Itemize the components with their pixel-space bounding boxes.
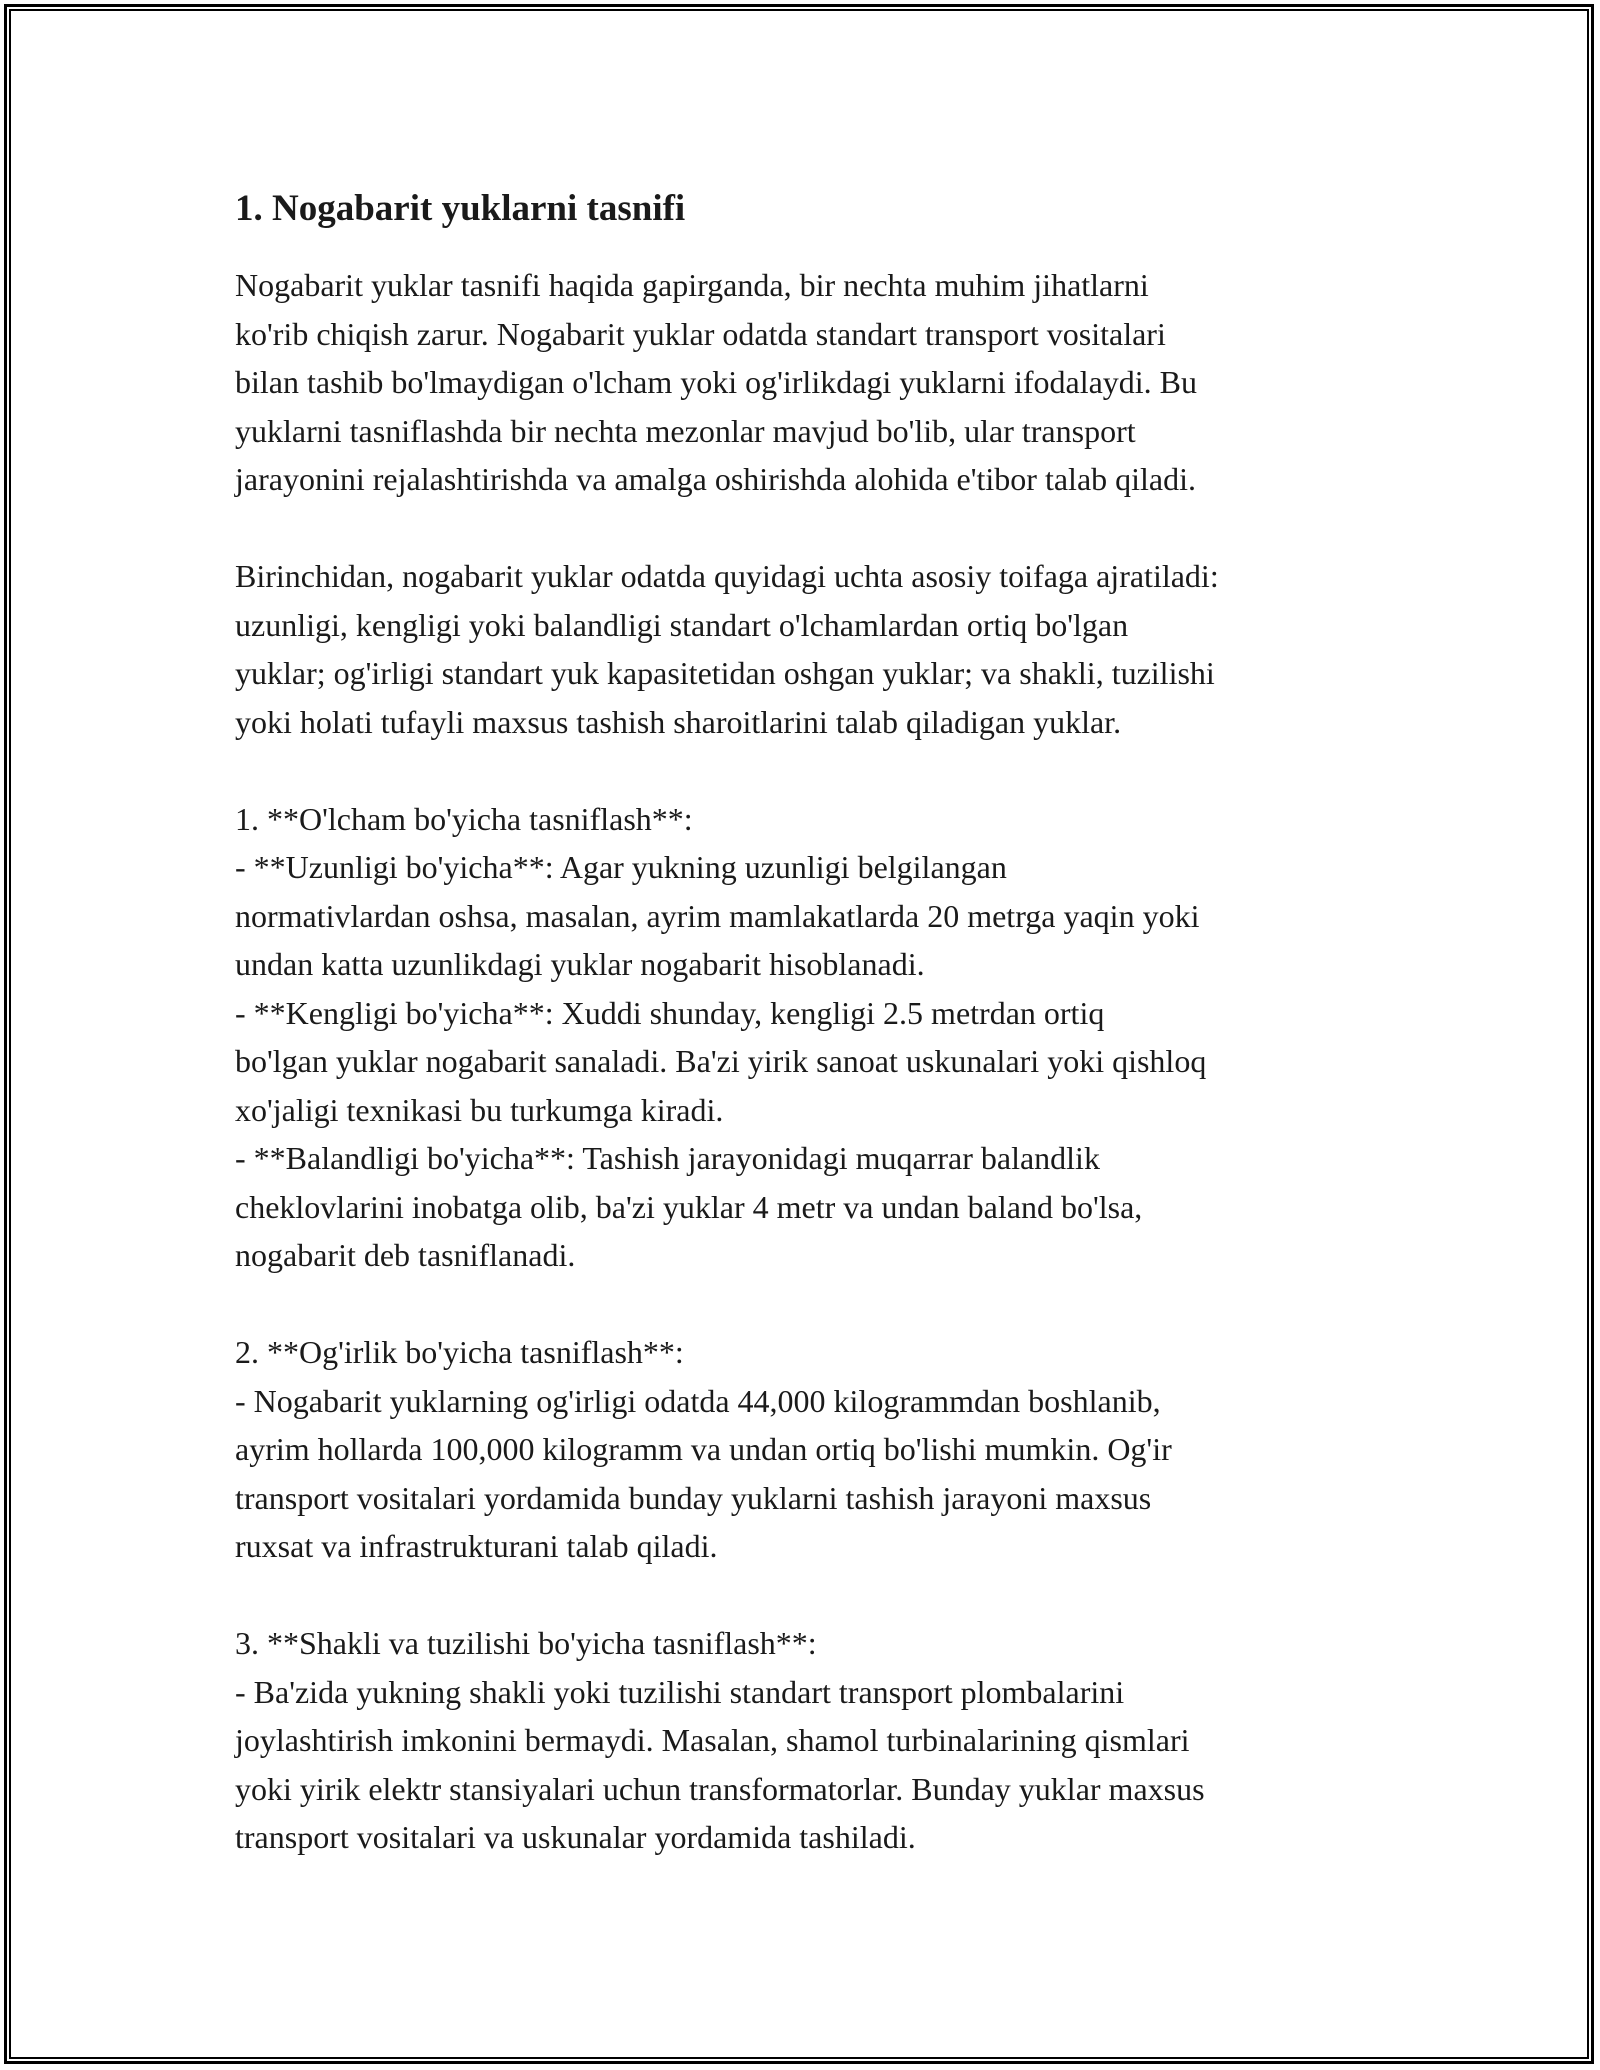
paragraph-gap: [235, 1280, 1385, 1329]
paragraph-gap: [235, 746, 1385, 795]
paragraph-size-classification: 1. **O'lcham bo'yicha tasniflash**: - **Uzunligi bo'yicha**: Agar yukning uzunligi belgilangan normativlardan oshsa, masalan, ayrim mamlakatlarda 20 metrga yaqin yoki undan katta uzunlikdagi yuklar nogabarit hisoblanadi. - **Kengligi bo'yicha**: Xuddi shunday, kengligi 2.5 metrdan ortiq bo'lgan yuklar nogabarit sanaladi. Ba'zi yirik sanoat uskunalari yoki qishloq xo'jaligi texnikasi bu turkumga kiradi. - **Balandligi bo'yicha**: Tashish jarayonidagi muqarrar balandlik cheklovlarini inobatga olib, ba'zi yuklar 4 metr va undan baland bo'lsa, nogabarit deb tasniflanadi.: [235, 800, 1207, 1274]
paragraph-shape-classification: 3. **Shakli va tuzilishi bo'yicha tasniflash**: - Ba'zida yukning shakli yoki tuzilishi standart transport plombalarini joylashtirish imkonini bermaydi. Masalan, shamol turbinalarining qismlari yoki yirik elektr stansiyalari uchun transformatorlar. Bunday yuklar maxsus transport vositalari va uskunalar yordamida tashiladi.: [235, 1625, 1205, 1856]
paragraph-weight-classification: 2. **Og'irlik bo'yicha tasniflash**: - Nogabarit yuklarning og'irligi odatda 44,000 kilogrammdan boshlanib, ayrim hollarda 100,000 kilogramm va undan ortiq bo'lishi mumkin. Og'ir transport vositalari yordamida bunday yuklarni tashish jarayoni maxsus ruxsat va infrastrukturani talab qiladi.: [235, 1334, 1172, 1565]
paragraph-intro: Nogabarit yuklar tasnifi haqida gapirganda, bir nechta muhim jihatlarni ko'rib chiqish zarur. Nogabarit yuklar odatda standart transport vositalari bilan tashib bo'lmaydigan o'lcham yoki og'irlikdagi yuklarni ifodalaydi. Bu yuklarni tasniflashda bir nechta mezonlar mavjud bo'lib, ular transport jarayonini rejalashtirishda va amalga oshirishda alohida e'tibor talab qiladi.: [235, 267, 1198, 498]
paragraph-gap: [235, 1571, 1385, 1620]
paragraph-gap: [235, 504, 1385, 553]
paragraph-categories: Birinchidan, nogabarit yuklar odatda quyidagi uchta asosiy toifaga ajratiladi: uzunligi, kengligi yoki balandligi standart o'lchamlardan ortiq bo'lgan yuklar; og'irligi standart yuk kapasitetidan oshgan yuklar; va shakli, tuzilishi yoki holati tufayli maxsus tashish sharoitlarini talab qiladigan yuklar.: [235, 558, 1219, 740]
section-title: 1. Nogabarit yuklarni tasnifi: [235, 188, 686, 229]
document-body: [235, 185, 1385, 1862]
